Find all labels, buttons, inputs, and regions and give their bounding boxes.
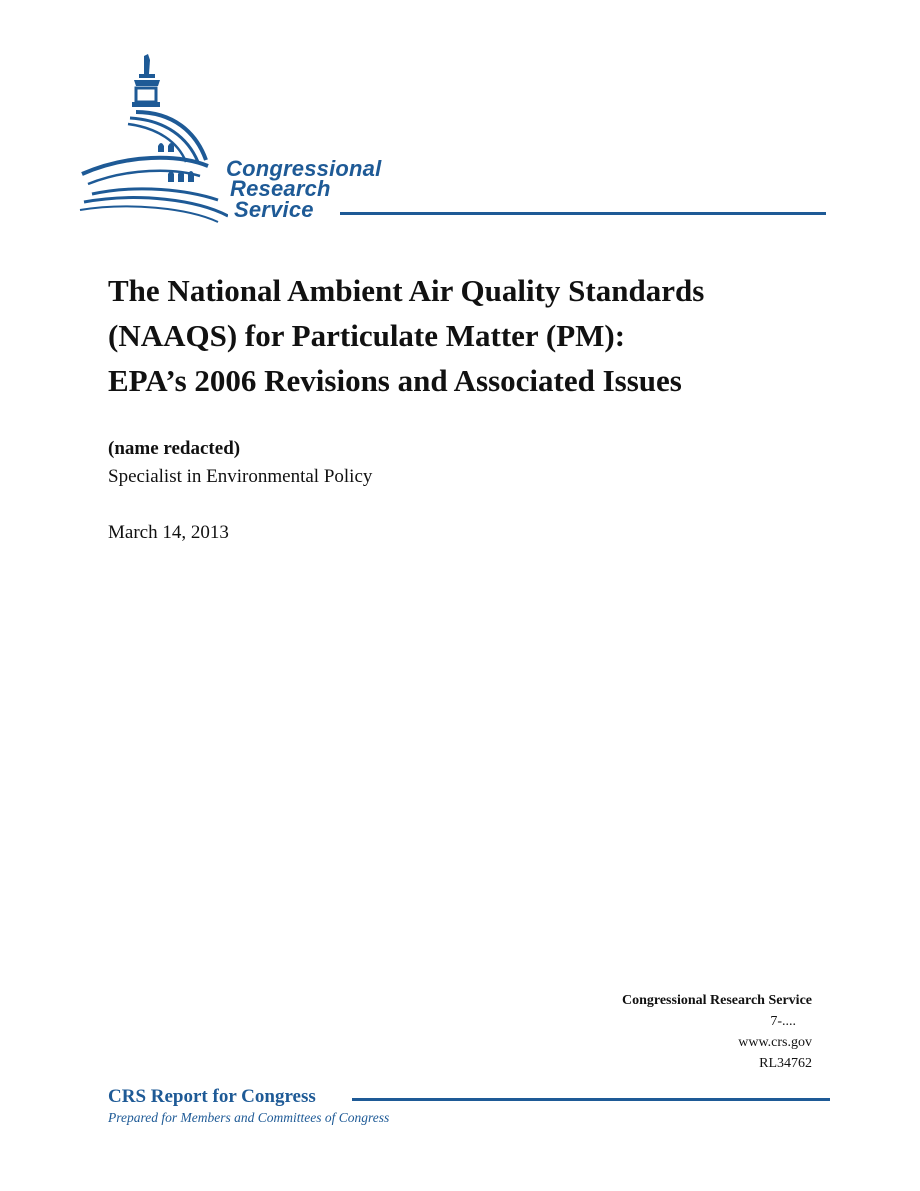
logo-word-research: Research xyxy=(230,176,331,201)
org-website: www.crs.gov xyxy=(738,1035,812,1050)
crs-logo xyxy=(78,50,838,230)
author-name: (name redacted) xyxy=(108,438,241,459)
report-date: March 14, 2013 xyxy=(108,522,229,543)
report-number: RL34762 xyxy=(759,1056,812,1071)
org-code: 7-.... xyxy=(770,1014,796,1029)
org-info xyxy=(622,990,812,1074)
footer-rule xyxy=(352,1098,830,1101)
title-line-3: EPA’s 2006 Revisions and Associated Issues xyxy=(108,363,682,398)
title-line-1: The National Ambient Air Quality Standards xyxy=(108,273,705,308)
logo-rule xyxy=(340,212,826,215)
logo-word-service: Service xyxy=(234,197,314,222)
footer-subtitle: Prepared for Members and Committees of Congress xyxy=(108,1110,390,1125)
capitol-dome-icon xyxy=(78,50,228,225)
title-line-2: (NAAQS) for Particulate Matter (PM): xyxy=(108,318,626,353)
logo-word-congressional: Congressional xyxy=(226,156,382,181)
org-name: Congressional Research Service xyxy=(621,993,812,1008)
report-title xyxy=(108,268,828,403)
footer-title: CRS Report for Congress xyxy=(108,1086,316,1107)
author-role: Specialist in Environmental Policy xyxy=(108,466,373,487)
